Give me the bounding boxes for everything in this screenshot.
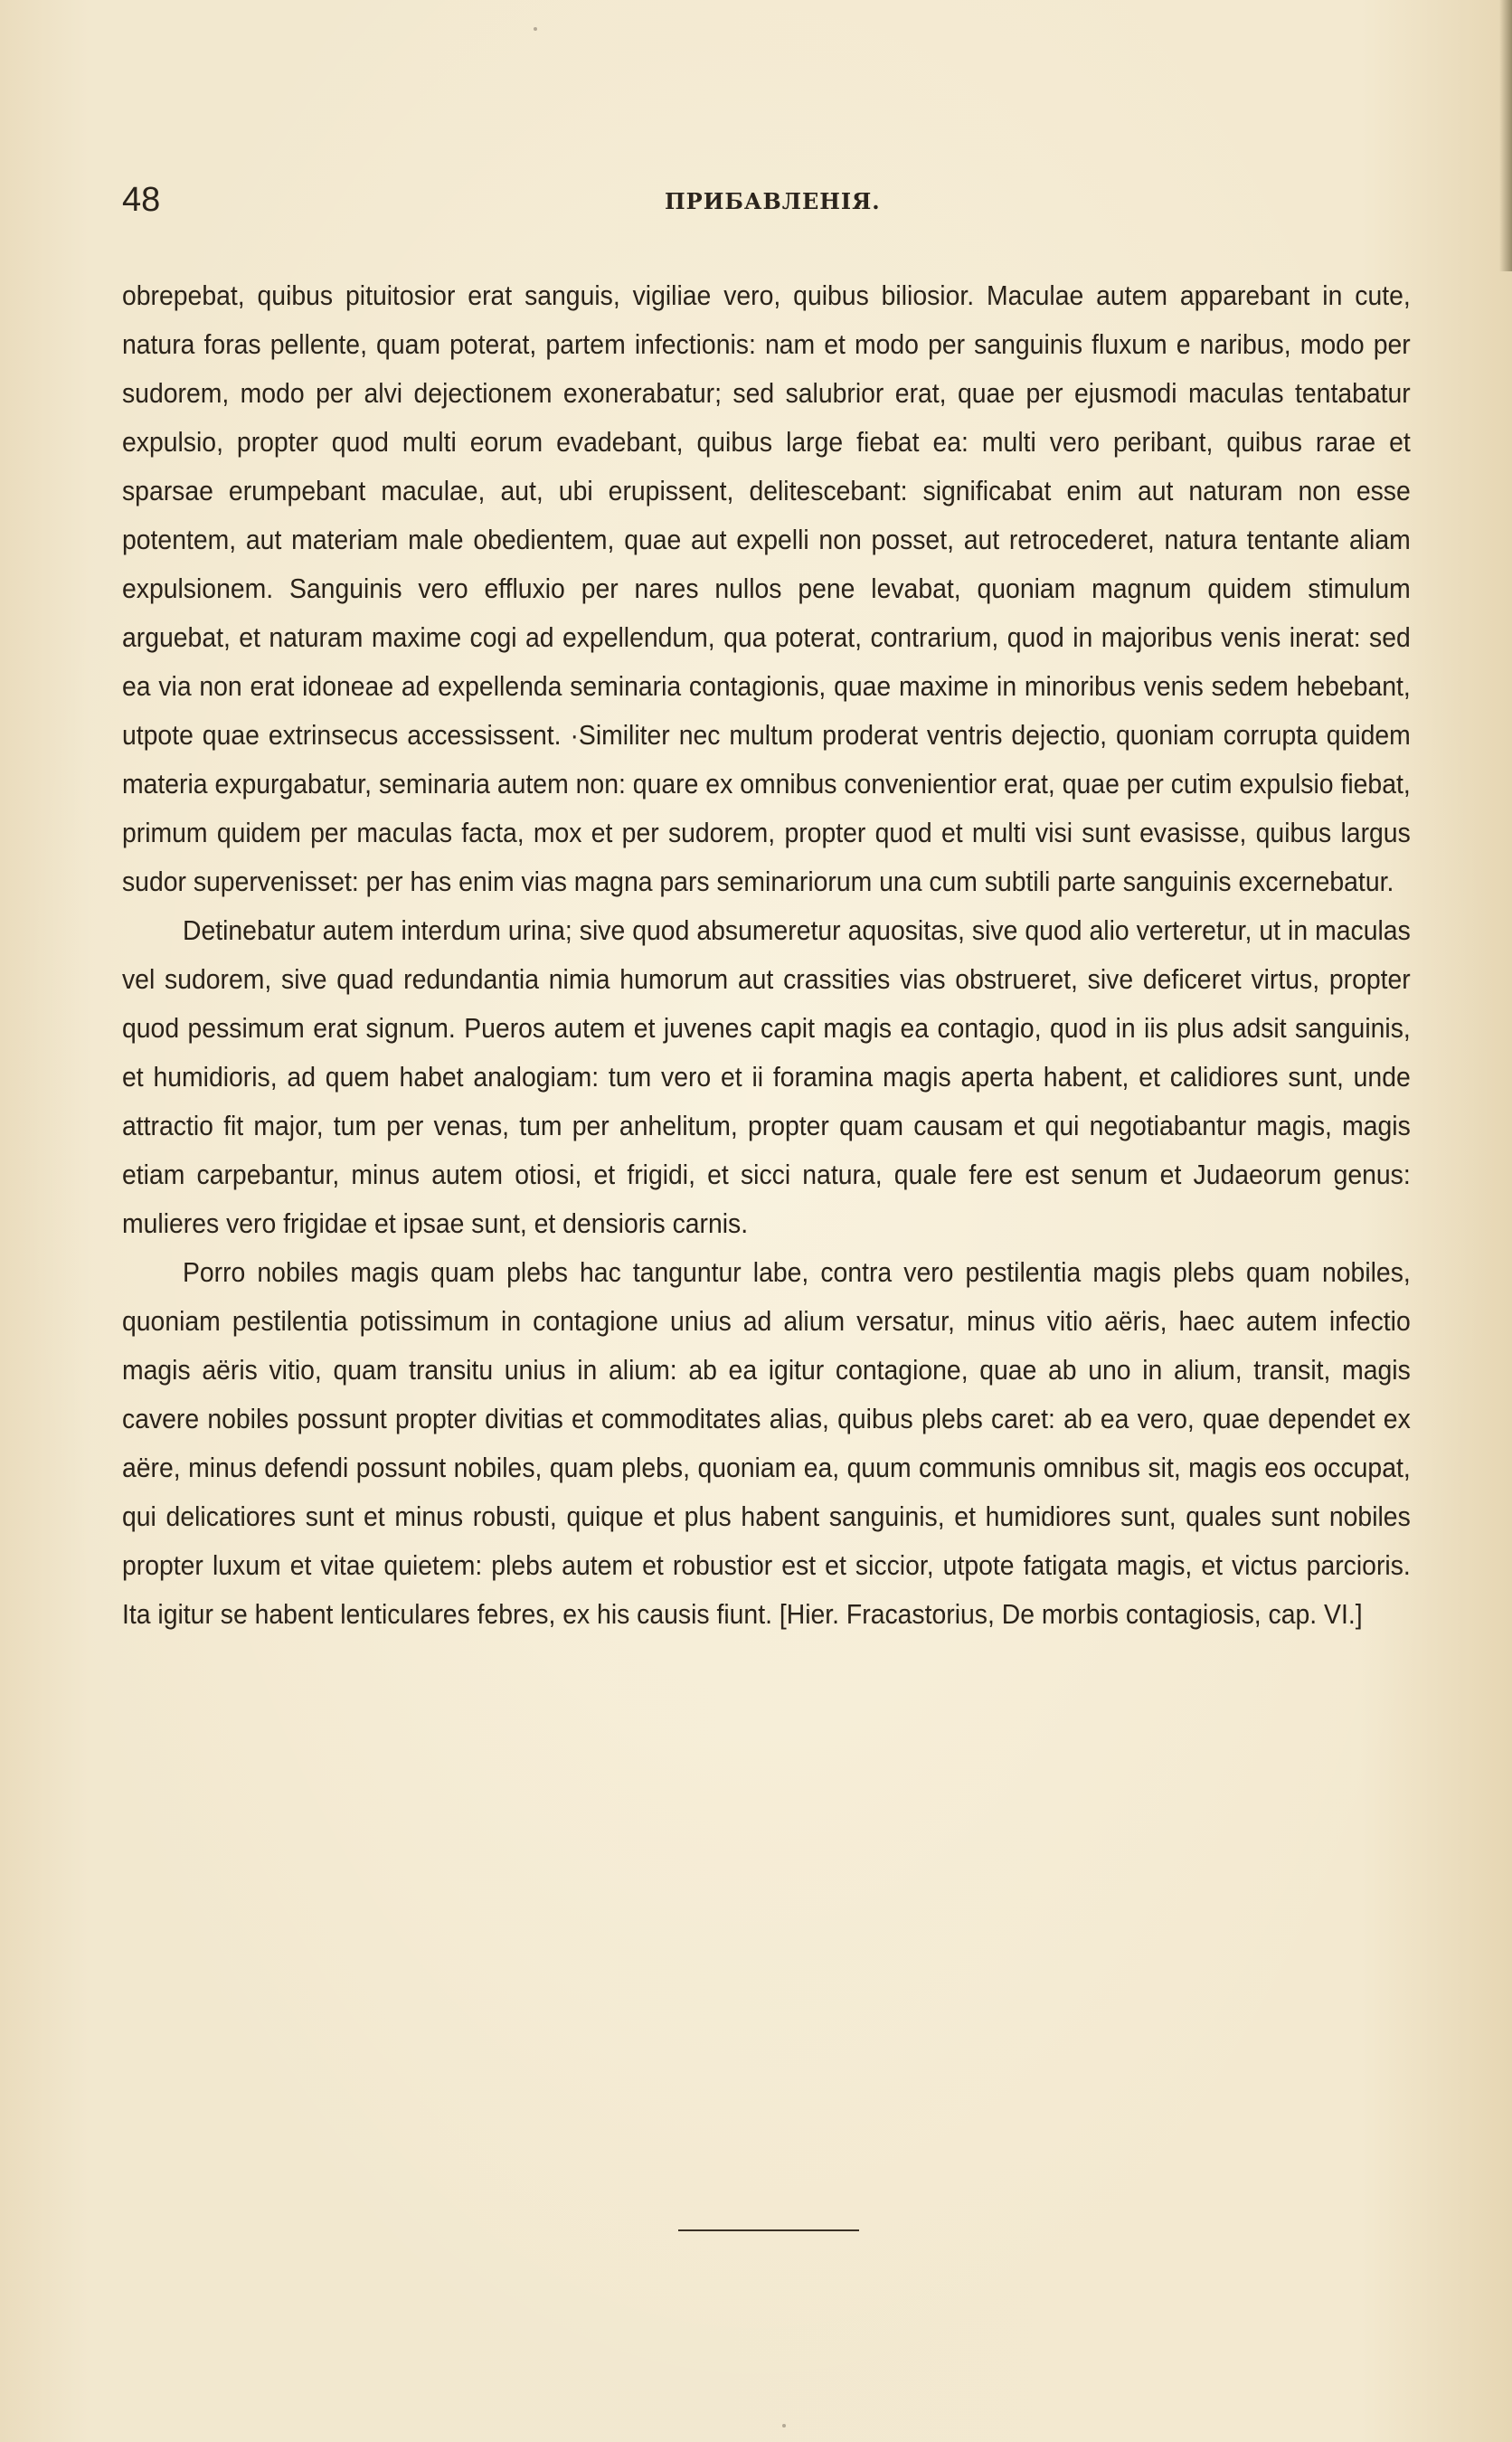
- running-head: ПРИБАВЛЕНІЯ.: [665, 188, 881, 214]
- paragraph-1: obrepebat, quibus pituitosior erat sanguis, vigiliae vero, quibus biliosior. Maculae autem apparebant in cute, natura foras pellente, quam poterat, partem infectionis: nam et modo per sanguinis fluxum e naribus, modo per sudorem, modo per alvi dejectionem exonerabatur; sed salubrior erat, quae per ejusmodi maculas tentabatur expulsio, propter quod multi eorum evadebant, quibus large fiebat ea: multi vero peribant, quibus rarae et sparsae erumpebant maculae, aut, ubi erupissent, delitescebant: significabat enim aut naturam non esse potentem, aut materiam male obedientem, quae aut expelli non posset, aut retrocederet, natura tentante aliam expulsionem. Sanguinis vero effluxio per nares nullos pene levabat, quoniam magnum quidem stimulum arguebat, et naturam maxime cogi ad expellendum, qua poterat, contrarium, quod in majoribus venis inerat: sed ea via non erat idoneae ad expellenda seminaria contagionis, quae maxime in minoribus venis sedem hebebant, utpote quae extrinsecus accessissent. ·Similiter nec multum proderat ventris dejectio, quoniam corrupta quidem materia expurgabatur, seminaria autem non: quare ex omnibus convenientior erat, quae per cutim expulsio fiebat, primum quidem per maculas facta, mox et per sudorem, propter quod et multi visi sunt evasisse, quibus largus sudor supervenisset: per has enim vias magna pars seminariorum una cum subtili parte sanguinis excernebatur.: [122, 280, 1411, 897]
- page-edge-shadow: [1499, 0, 1512, 271]
- page-header: [122, 181, 1411, 226]
- paper-speck: [782, 2424, 786, 2428]
- body-text: [122, 271, 1411, 1639]
- paragraph-2: Detinebatur autem interdum urina; sive quod absumeretur aquositas, sive quod alio verteretur, ut in maculas vel sudorem, sive quad redundantia nimia humorum aut crassities vias obstrueret, sive deficeret virtus, propter quod pessimum erat signum. Pueros autem et juvenes capit magis ea contagio, quod in iis plus adsit sanguinis, et humidioris, ad quem habet analogiam: tum vero et ii foramina magis aperta habent, et calidiores sunt, unde attractio fit major, tum per venas, tum per anhelitum, propter quam causam et qui negotiabantur magis, magis etiam carpebantur, minus autem otiosi, et frigidi, et sicci natura, quale fere est senum et Judaeorum genus: mulieres vero frigidae et ipsae sunt, et densioris carnis.: [122, 915, 1411, 1239]
- paper-speck: [534, 27, 537, 31]
- page-number: 48: [122, 181, 161, 219]
- end-rule: [678, 2229, 859, 2231]
- paragraph-3: Porro nobiles magis quam plebs hac tanguntur labe, contra vero pestilentia magis plebs quam nobiles, quoniam pestilentia potissimum in contagione unius ad alium versatur, minus vitio aëris, haec autem infectio magis aëris vitio, quam transitu unius in alium: ab ea igitur contagione, quae ab uno in alium, transit, magis cavere nobiles possunt propter divitias et commoditates alias, quibus plebs caret: ab ea vero, quae dependet ex aëre, minus defendi possunt nobiles, quam plebs, quoniam ea, quum communis omnibus sit, magis eos occupat, qui delicatiores sunt et minus robusti, quique et plus habent sanguinis, et humidiores sunt, quales sunt nobiles propter luxum et vitae quietem: plebs autem et robustior est et siccior, utpote fatigata magis, et victus parcioris. Ita igitur se habent lenticulares febres, ex his causis fiunt. [Hier. Fracastorius, De morbis contagiosis, cap. VI.]: [122, 1257, 1411, 1630]
